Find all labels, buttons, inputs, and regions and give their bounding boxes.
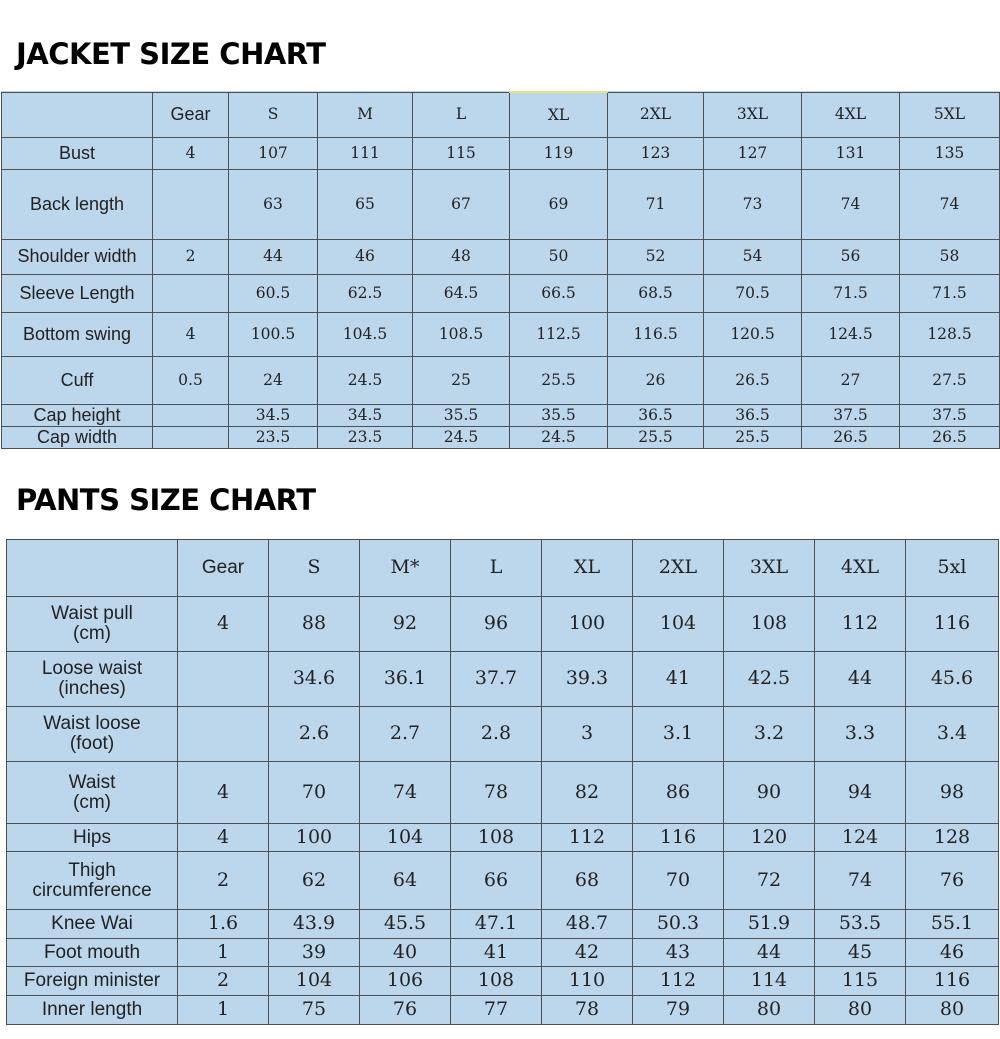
value-cell: 104 [633, 597, 724, 652]
row-label: Waist loose (foot) [7, 707, 178, 762]
value-cell: 67 [413, 169, 510, 239]
gear-cell [178, 707, 269, 762]
size-header: 4XL [802, 92, 900, 137]
value-cell: 98 [906, 762, 999, 824]
value-cell: 72 [724, 852, 815, 910]
value-cell: 112 [815, 597, 906, 652]
value-cell: 23.5 [318, 426, 413, 448]
size-header: 5xl [906, 540, 999, 597]
value-cell: 76 [906, 852, 999, 910]
row-label: Cap height [2, 404, 153, 426]
value-cell: 40 [360, 939, 451, 967]
table-row [7, 967, 999, 996]
gear-cell: 2 [178, 967, 269, 996]
table-row [7, 852, 999, 910]
size-header: 2XL [608, 92, 704, 137]
value-cell: 115 [413, 137, 510, 169]
value-cell: 104 [269, 967, 360, 996]
value-cell: 54 [704, 239, 802, 274]
value-cell: 131 [802, 137, 900, 169]
table-row [2, 137, 1000, 169]
size-header: L [451, 540, 542, 597]
value-cell: 104 [360, 824, 451, 852]
row-label: Bust [2, 137, 153, 169]
jacket-size-table [1, 91, 1000, 449]
value-cell: 62 [269, 852, 360, 910]
value-cell: 116 [906, 967, 999, 996]
size-header: 5XL [900, 92, 1000, 137]
gear-cell: 4 [178, 762, 269, 824]
value-cell: 80 [815, 996, 906, 1025]
value-cell: 70 [269, 762, 360, 824]
table-row [7, 996, 999, 1025]
row-label: Inner length [7, 996, 178, 1025]
value-cell: 90 [724, 762, 815, 824]
value-cell: 2.8 [451, 707, 542, 762]
value-cell: 55.1 [906, 910, 999, 939]
value-cell: 82 [542, 762, 633, 824]
value-cell: 100 [269, 824, 360, 852]
table-row [2, 239, 1000, 274]
value-cell: 48 [413, 239, 510, 274]
value-cell: 127 [704, 137, 802, 169]
value-cell: 65 [318, 169, 413, 239]
value-cell: 108.5 [413, 312, 510, 356]
table-row [7, 824, 999, 852]
value-cell: 66.5 [510, 274, 608, 312]
gear-cell: 1.6 [178, 910, 269, 939]
value-cell: 70 [633, 852, 724, 910]
value-cell: 50 [510, 239, 608, 274]
value-cell: 115 [815, 967, 906, 996]
value-cell: 108 [451, 967, 542, 996]
value-cell: 3.3 [815, 707, 906, 762]
value-cell: 45.5 [360, 910, 451, 939]
value-cell: 42.5 [724, 652, 815, 707]
value-cell: 78 [451, 762, 542, 824]
value-cell: 43.9 [269, 910, 360, 939]
value-cell: 64.5 [413, 274, 510, 312]
value-cell: 116 [633, 824, 724, 852]
gear-cell: 4 [178, 824, 269, 852]
value-cell: 39 [269, 939, 360, 967]
gear-cell: 4 [153, 137, 229, 169]
value-cell: 108 [451, 824, 542, 852]
value-cell: 24.5 [318, 356, 413, 404]
size-header: 2XL [633, 540, 724, 597]
row-label: Knee Wai [7, 910, 178, 939]
gear-header: Gear [153, 92, 229, 137]
gear-cell: 2 [178, 852, 269, 910]
value-cell: 123 [608, 137, 704, 169]
value-cell: 74 [900, 169, 1000, 239]
value-cell: 106 [360, 967, 451, 996]
value-cell: 71.5 [900, 274, 1000, 312]
gear-cell: 2 [153, 239, 229, 274]
row-label: Foreign minister [7, 967, 178, 996]
value-cell: 66 [451, 852, 542, 910]
value-cell: 119 [510, 137, 608, 169]
value-cell: 120 [724, 824, 815, 852]
value-cell: 45 [815, 939, 906, 967]
table-row [7, 597, 999, 652]
gear-cell [153, 404, 229, 426]
value-cell: 23.5 [229, 426, 318, 448]
row-label: Waist (cm) [7, 762, 178, 824]
value-cell: 128.5 [900, 312, 1000, 356]
value-cell: 24.5 [510, 426, 608, 448]
value-cell: 62.5 [318, 274, 413, 312]
value-cell: 41 [633, 652, 724, 707]
value-cell: 110 [542, 967, 633, 996]
value-cell: 26 [608, 356, 704, 404]
value-cell: 3 [542, 707, 633, 762]
value-cell: 34.6 [269, 652, 360, 707]
value-cell: 68 [542, 852, 633, 910]
gear-cell: 4 [178, 597, 269, 652]
value-cell: 80 [906, 996, 999, 1025]
value-cell: 3.4 [906, 707, 999, 762]
value-cell: 51.9 [724, 910, 815, 939]
value-cell: 42 [542, 939, 633, 967]
value-cell: 124 [815, 824, 906, 852]
value-cell: 41 [451, 939, 542, 967]
value-cell: 3.1 [633, 707, 724, 762]
gear-cell [178, 652, 269, 707]
value-cell: 53.5 [815, 910, 906, 939]
value-cell: 79 [633, 996, 724, 1025]
table-row [2, 274, 1000, 312]
value-cell: 44 [229, 239, 318, 274]
value-cell: 25 [413, 356, 510, 404]
value-cell: 36.5 [704, 404, 802, 426]
table-row [7, 707, 999, 762]
value-cell: 26.5 [704, 356, 802, 404]
value-cell: 88 [269, 597, 360, 652]
row-label: Hips [7, 824, 178, 852]
value-cell: 74 [802, 169, 900, 239]
value-cell: 56 [802, 239, 900, 274]
value-cell: 135 [900, 137, 1000, 169]
row-label: Back length [2, 169, 153, 239]
value-cell: 74 [815, 852, 906, 910]
value-cell: 35.5 [510, 404, 608, 426]
jacket-chart-title: JACKET SIZE CHART [16, 37, 326, 71]
value-cell: 45.6 [906, 652, 999, 707]
value-cell: 63 [229, 169, 318, 239]
value-cell: 94 [815, 762, 906, 824]
value-cell: 44 [724, 939, 815, 967]
value-cell: 74 [360, 762, 451, 824]
size-header: 3XL [704, 92, 802, 137]
value-cell: 76 [360, 996, 451, 1025]
size-header: M [318, 92, 413, 137]
size-header: M* [360, 540, 451, 597]
row-label: Bottom swing [2, 312, 153, 356]
value-cell: 25.5 [704, 426, 802, 448]
header-row [2, 92, 1000, 137]
value-cell: 108 [724, 597, 815, 652]
value-cell: 52 [608, 239, 704, 274]
size-header: S [229, 92, 318, 137]
table-row [2, 356, 1000, 404]
value-cell: 77 [451, 996, 542, 1025]
size-header: 3XL [724, 540, 815, 597]
value-cell: 25.5 [608, 426, 704, 448]
row-label: Thigh circumference [7, 852, 178, 910]
value-cell: 25.5 [510, 356, 608, 404]
row-label: Waist pull (cm) [7, 597, 178, 652]
value-cell: 111 [318, 137, 413, 169]
value-cell: 3.2 [724, 707, 815, 762]
value-cell: 34.5 [318, 404, 413, 426]
value-cell: 2.7 [360, 707, 451, 762]
value-cell: 39.3 [542, 652, 633, 707]
value-cell: 60.5 [229, 274, 318, 312]
value-cell: 37.7 [451, 652, 542, 707]
pants-chart-title: PANTS SIZE CHART [16, 483, 316, 517]
value-cell: 44 [815, 652, 906, 707]
value-cell: 112 [633, 967, 724, 996]
size-header: S [269, 540, 360, 597]
table-row [2, 169, 1000, 239]
value-cell: 36.5 [608, 404, 704, 426]
value-cell: 27 [802, 356, 900, 404]
table-row [2, 426, 1000, 448]
gear-cell: 1 [178, 996, 269, 1025]
value-cell: 26.5 [900, 426, 1000, 448]
value-cell: 58 [900, 239, 1000, 274]
row-label: Cuff [2, 356, 153, 404]
value-cell: 104.5 [318, 312, 413, 356]
value-cell: 46 [906, 939, 999, 967]
value-cell: 112 [542, 824, 633, 852]
value-cell: 37.5 [802, 404, 900, 426]
gear-cell: 1 [178, 939, 269, 967]
size-header: 4XL [815, 540, 906, 597]
row-label: Shoulder width [2, 239, 153, 274]
value-cell: 80 [724, 996, 815, 1025]
value-cell: 112.5 [510, 312, 608, 356]
table-row [7, 939, 999, 967]
value-cell: 116.5 [608, 312, 704, 356]
value-cell: 64 [360, 852, 451, 910]
header-row [7, 540, 999, 597]
table-row [7, 652, 999, 707]
value-cell: 24.5 [413, 426, 510, 448]
value-cell: 116 [906, 597, 999, 652]
size-header: XL [510, 92, 608, 137]
value-cell: 128 [906, 824, 999, 852]
value-cell: 69 [510, 169, 608, 239]
value-cell: 124.5 [802, 312, 900, 356]
table-row [7, 910, 999, 939]
value-cell: 2.6 [269, 707, 360, 762]
value-cell: 107 [229, 137, 318, 169]
gear-header: Gear [178, 540, 269, 597]
row-label: Cap width [2, 426, 153, 448]
value-cell: 34.5 [229, 404, 318, 426]
row-label: Loose waist (inches) [7, 652, 178, 707]
value-cell: 120.5 [704, 312, 802, 356]
value-cell: 100.5 [229, 312, 318, 356]
value-cell: 75 [269, 996, 360, 1025]
value-cell: 36.1 [360, 652, 451, 707]
value-cell: 71.5 [802, 274, 900, 312]
value-cell: 68.5 [608, 274, 704, 312]
value-cell: 24 [229, 356, 318, 404]
value-cell: 27.5 [900, 356, 1000, 404]
value-cell: 71 [608, 169, 704, 239]
value-cell: 70.5 [704, 274, 802, 312]
corner-cell [7, 540, 178, 597]
value-cell: 78 [542, 996, 633, 1025]
size-header: L [413, 92, 510, 137]
value-cell: 43 [633, 939, 724, 967]
value-cell: 100 [542, 597, 633, 652]
gear-cell: 4 [153, 312, 229, 356]
gear-cell [153, 274, 229, 312]
value-cell: 26.5 [802, 426, 900, 448]
value-cell: 73 [704, 169, 802, 239]
value-cell: 37.5 [900, 404, 1000, 426]
corner-cell [2, 92, 153, 137]
gear-cell: 0.5 [153, 356, 229, 404]
pants-size-table [6, 539, 999, 1025]
row-label: Sleeve Length [2, 274, 153, 312]
value-cell: 47.1 [451, 910, 542, 939]
gear-cell [153, 426, 229, 448]
value-cell: 48.7 [542, 910, 633, 939]
row-label: Foot mouth [7, 939, 178, 967]
value-cell: 35.5 [413, 404, 510, 426]
table-row [2, 404, 1000, 426]
table-row [2, 312, 1000, 356]
gear-cell [153, 169, 229, 239]
table-row [7, 762, 999, 824]
value-cell: 96 [451, 597, 542, 652]
value-cell: 92 [360, 597, 451, 652]
value-cell: 114 [724, 967, 815, 996]
value-cell: 50.3 [633, 910, 724, 939]
size-header: XL [542, 540, 633, 597]
value-cell: 46 [318, 239, 413, 274]
value-cell: 86 [633, 762, 724, 824]
